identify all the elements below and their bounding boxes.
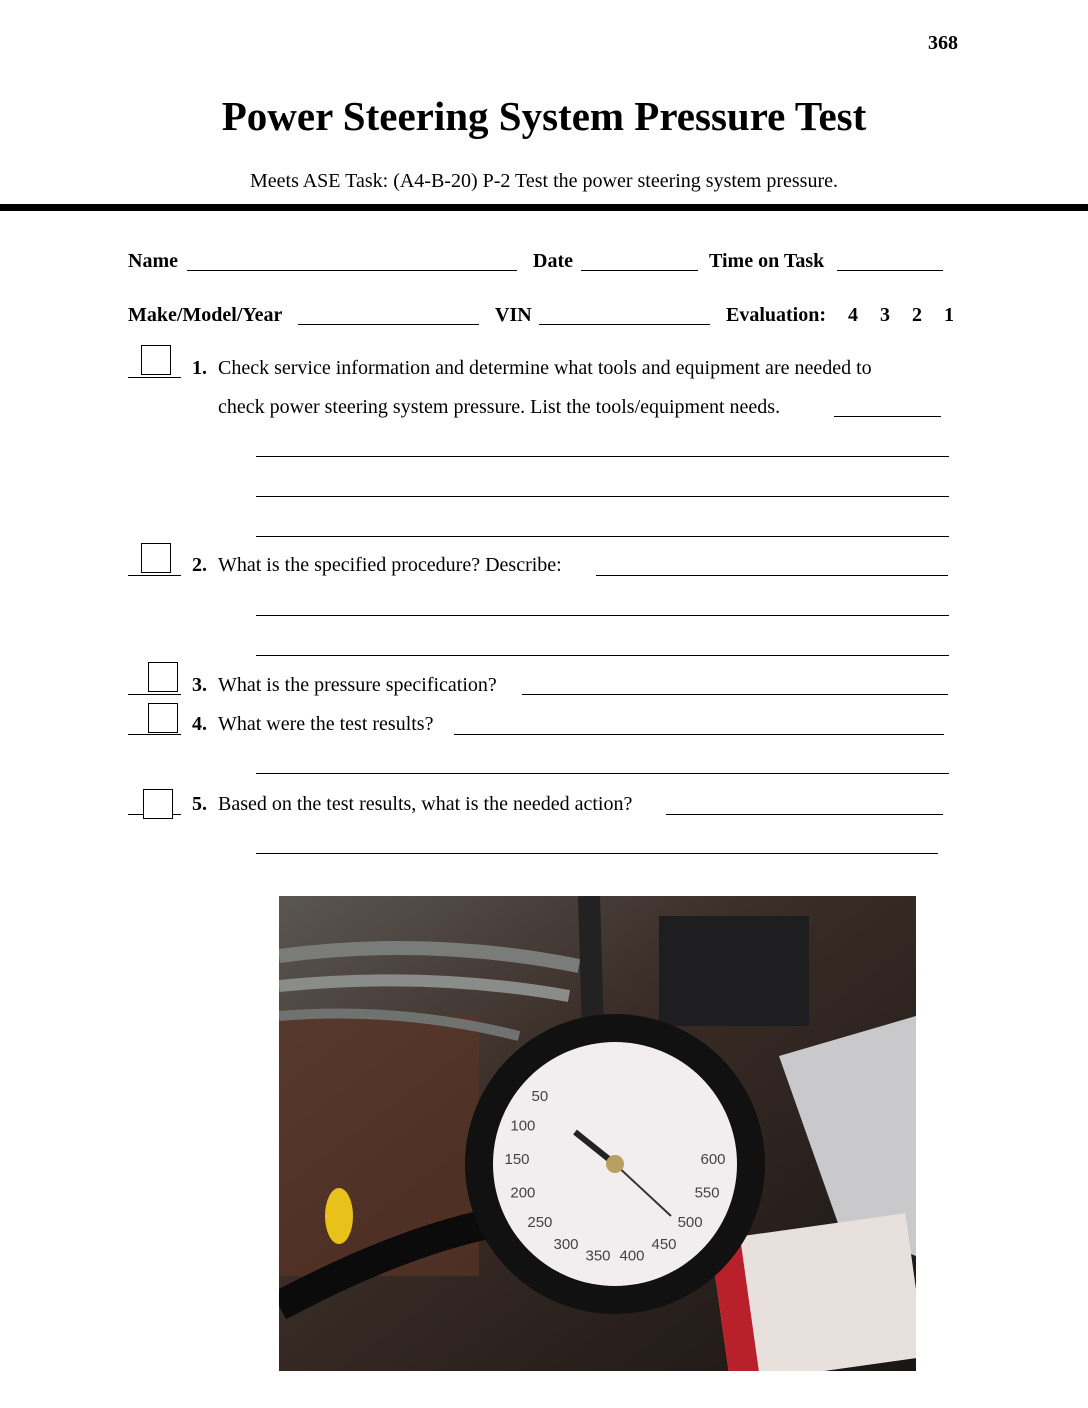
gauge-label: 300: [553, 1235, 579, 1253]
item-2-answer-line[interactable]: [256, 615, 949, 616]
item-2-answer-line[interactable]: [256, 655, 949, 656]
item-1-number: 1.: [192, 357, 207, 379]
item-5-answer-line[interactable]: [666, 814, 943, 815]
item-1-answer-line[interactable]: [256, 456, 949, 457]
item-2-text: What is the specified procedure? Describe:: [218, 554, 562, 576]
item-4-text: What were the test results?: [218, 713, 434, 735]
gauge-label: 450: [651, 1235, 677, 1253]
item-1-text-cont: check power steering system pressure. List the tools/equipment needs.: [218, 396, 781, 418]
item-2-answer-line[interactable]: [596, 575, 948, 576]
item-3-number: 3.: [192, 674, 207, 696]
vin-field[interactable]: [539, 324, 710, 325]
evaluation-label: Evaluation:: [726, 304, 827, 326]
item-1-answer-line[interactable]: [256, 536, 949, 537]
name-label: Name: [128, 250, 178, 272]
gauge-label: 350: [585, 1247, 611, 1265]
evaluation-score-1[interactable]: 1: [944, 304, 954, 326]
item-1-text: Check service information and determine what tools and equipment are needed to: [218, 357, 872, 379]
item-1-checkbox[interactable]: [141, 345, 171, 375]
gauge-label: 600: [700, 1151, 726, 1168]
name-field[interactable]: [187, 270, 517, 271]
gauge-label: 400: [619, 1247, 645, 1265]
evaluation-score-2[interactable]: 2: [912, 304, 922, 326]
item-5-number: 5.: [192, 793, 207, 815]
page-number: 368: [928, 32, 958, 54]
date-field[interactable]: [581, 270, 698, 271]
item-5-checkbox[interactable]: [143, 789, 173, 819]
item-4-number: 4.: [192, 713, 207, 735]
item-1-answer-line[interactable]: [834, 416, 941, 417]
evaluation-score-3[interactable]: 3: [880, 304, 890, 326]
evaluation-score-4[interactable]: 4: [848, 304, 858, 326]
item-3-text: What is the pressure specification?: [218, 674, 497, 696]
item-2-number: 2.: [192, 554, 207, 576]
item-2-initial-line[interactable]: [128, 575, 181, 576]
item-4-answer-line[interactable]: [256, 773, 949, 774]
gauge-label: 550: [694, 1184, 720, 1202]
item-4-answer-line[interactable]: [454, 734, 944, 735]
time-on-task-field[interactable]: [837, 270, 943, 271]
item-5-text: Based on the test results, what is the needed action?: [218, 793, 633, 815]
gauge-label: 50: [531, 1088, 549, 1105]
time-on-task-label: Time on Task: [709, 250, 825, 272]
item-3-initial-line[interactable]: [128, 694, 181, 695]
ase-task-subtitle: Meets ASE Task: (A4-B-20) P-2 Test the power steering system pressure.: [249, 170, 839, 192]
item-3-checkbox[interactable]: [148, 662, 178, 692]
gauge-label: 150: [504, 1151, 530, 1168]
make-model-year-label: Make/Model/Year: [128, 304, 283, 326]
pressure-gauge-photo: [279, 896, 916, 1371]
item-1-answer-line[interactable]: [256, 496, 949, 497]
gauge-label: 500: [677, 1214, 703, 1231]
date-label: Date: [533, 250, 573, 272]
header-divider: [0, 204, 1088, 211]
make-model-year-field[interactable]: [298, 324, 479, 325]
item-2-checkbox[interactable]: [141, 543, 171, 573]
item-1-initial-line[interactable]: [128, 377, 181, 378]
gauge-label: 200: [510, 1184, 536, 1202]
vin-label: VIN: [495, 304, 532, 326]
item-5-answer-line[interactable]: [256, 853, 938, 854]
item-4-checkbox[interactable]: [148, 703, 178, 733]
item-3-answer-line[interactable]: [522, 694, 948, 695]
item-4-initial-line[interactable]: [128, 734, 181, 735]
gauge-label: 100: [510, 1117, 536, 1135]
gauge-label: 250: [527, 1214, 553, 1231]
page-title: Power Steering System Pressure Test: [221, 93, 867, 139]
